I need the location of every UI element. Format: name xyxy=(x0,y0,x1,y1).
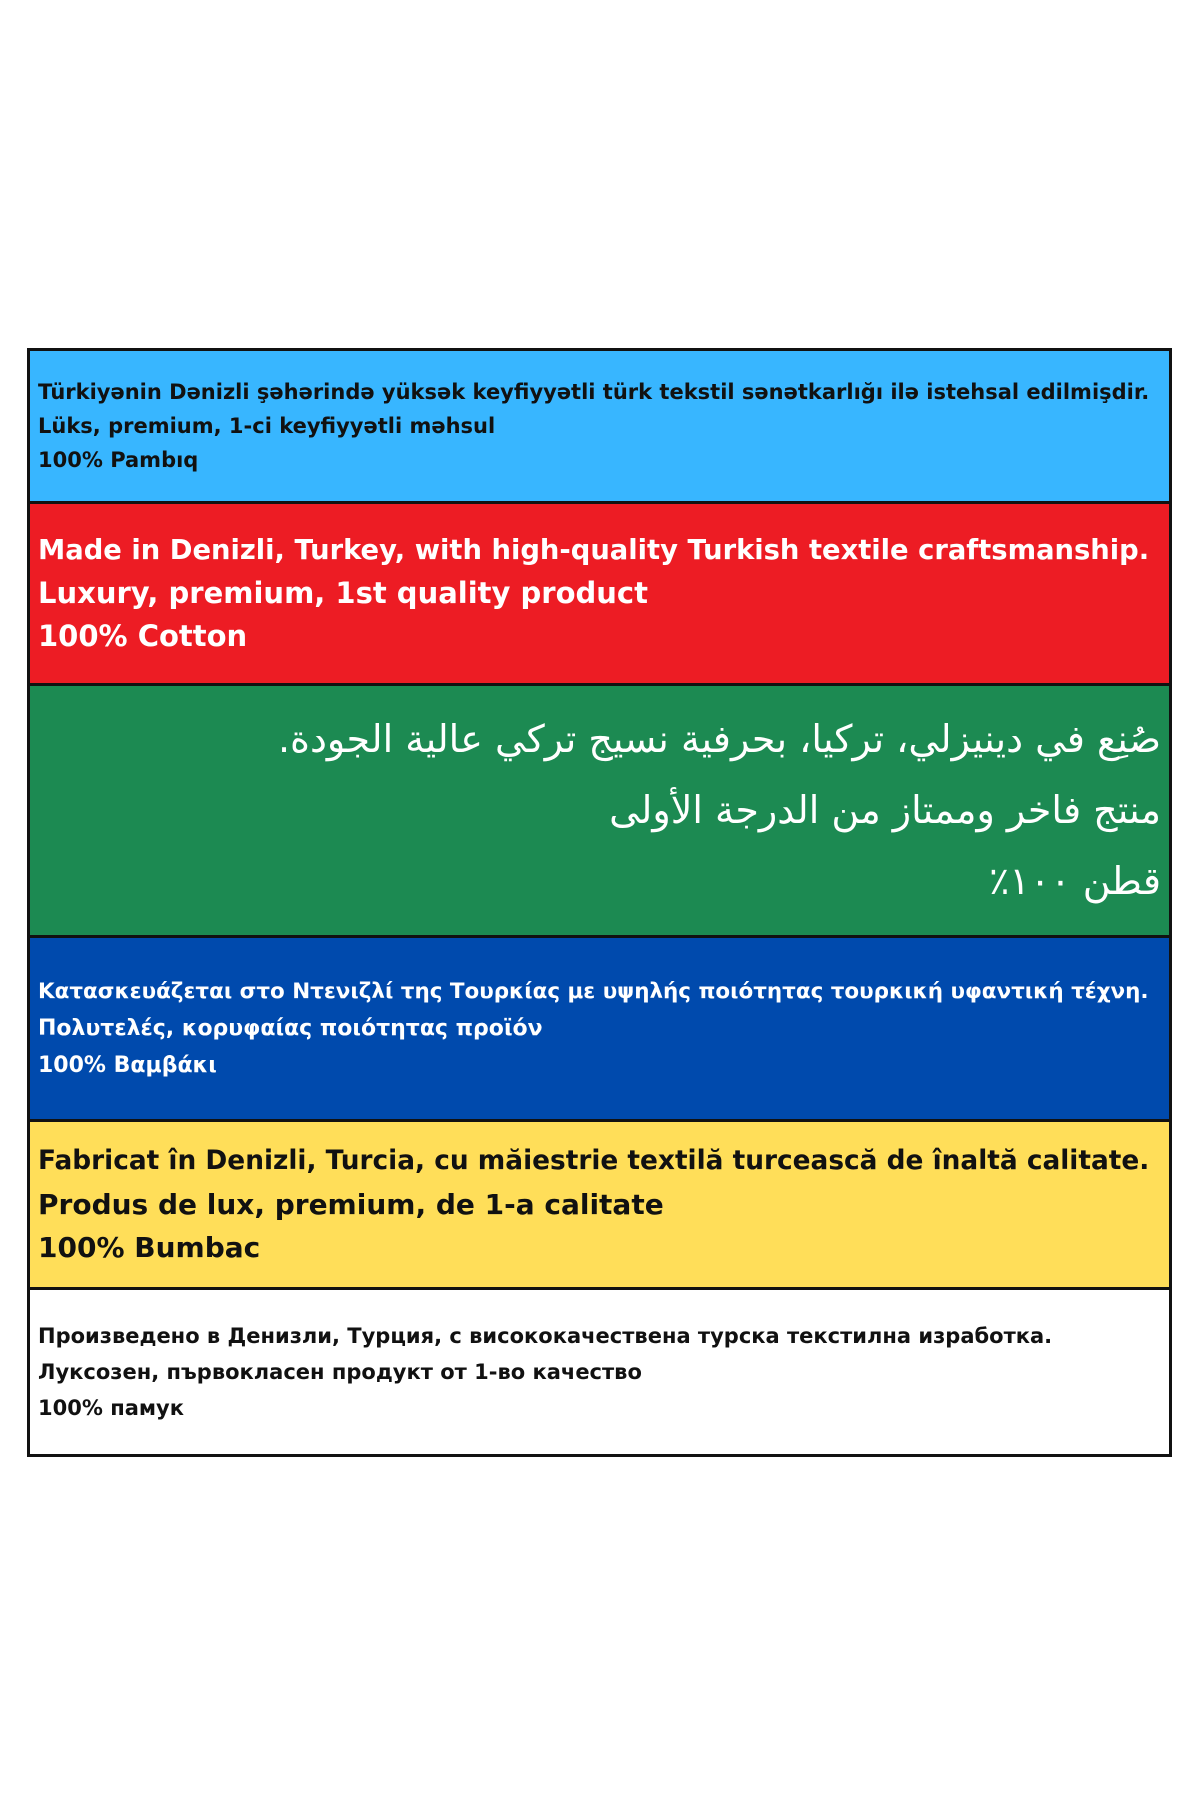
bulgarian-material-text: 100% памук xyxy=(38,1396,184,1420)
bulgarian-quality-text: Луксозен, първокласен продукт от 1-во качество xyxy=(38,1360,642,1384)
greek-origin-text: Κατασκευάζεται στο Ντενιζλί της Τουρκίας με υψηλής ποιότητας τουρκική υφαντική τέχνη. xyxy=(38,979,1149,1004)
bulgarian-band xyxy=(30,1290,1169,1454)
bulgarian-origin-text: Произведено в Денизли, Турция, с висококачествена турска текстилна изработка. xyxy=(38,1324,1053,1348)
english-quality-text: Luxury, premium, 1st quality product xyxy=(38,576,648,610)
romanian-band xyxy=(30,1122,1169,1290)
greek-band xyxy=(30,938,1169,1122)
azerbaijani-quality-text: Lüks, premium, 1-ci keyfiyyətli məhsul xyxy=(38,414,496,438)
greek-material-text: 100% Βαμβάκι xyxy=(38,1053,217,1078)
arabic-band xyxy=(30,686,1169,938)
romanian-quality-text: Produs de lux, premium, de 1-a calitate xyxy=(38,1188,664,1221)
product-info-table xyxy=(27,348,1172,1457)
azerbaijani-material-text: 100% Pambıq xyxy=(38,448,199,472)
arabic-material-text: قطن ١٠٠٪ xyxy=(989,859,1161,903)
arabic-quality-text: منتج فاخر وممتاز من الدرجة الأولى xyxy=(609,788,1161,832)
romanian-material-text: 100% Bumbac xyxy=(38,1231,261,1264)
arabic-origin-text: صُنِع في دينيزلي، تركيا، بحرفية نسيج تركي عالية الجودة. xyxy=(277,717,1161,761)
azerbaijani-origin-text: Türkiyənin Dənizli şəhərində yüksək keyfiyyətli türk tekstil sənətkarlığı ilə istehsal edilmişdir. xyxy=(38,380,1150,404)
greek-quality-text: Πολυτελές, κορυφαίας ποιότητας προϊόν xyxy=(38,1016,543,1041)
english-origin-text: Made in Denizli, Turkey, with high-quality Turkish textile craftsmanship. xyxy=(38,535,1150,566)
romanian-origin-text: Fabricat în Denizli, Turcia, cu măiestrie textilă turcească de înaltă calitate. xyxy=(38,1146,1150,1176)
english-material-text: 100% Cotton xyxy=(38,619,248,653)
english-band xyxy=(30,504,1169,686)
azerbaijani-band xyxy=(30,351,1169,504)
